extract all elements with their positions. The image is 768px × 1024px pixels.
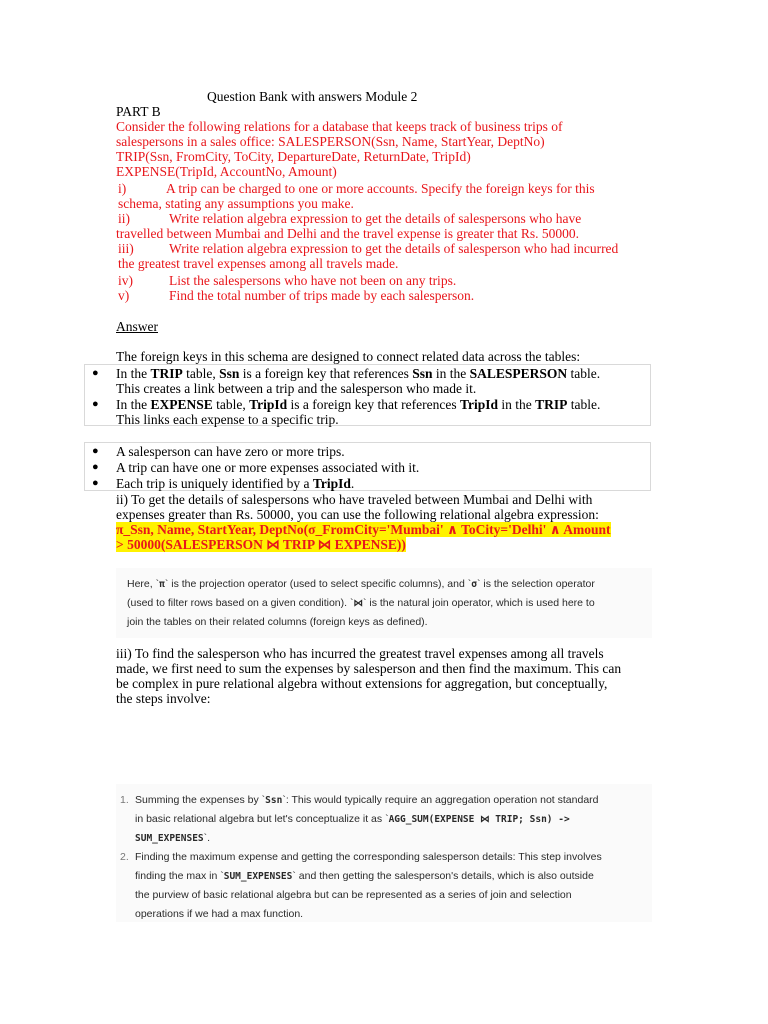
answer-iii-line: iii) To find the salesperson who has incurred the greatest travel expenses among all travels: [116, 646, 604, 661]
fk-bullet-line: In the TRIP table, Ssn is a foreign key that references Ssn in the SALESPERSON table.: [116, 366, 601, 381]
bullet-icon: ●: [92, 445, 99, 457]
assumption-item: A trip can have one or more expenses associated with it.: [116, 460, 420, 475]
operator-explanation-line: (used to filter rows based on a given condition). `⋈` is the natural join operator, which is used here to: [127, 597, 595, 609]
relational-algebra-expression: > 50000(SALESPERSON ⋈ TRIP ⋈ EXPENSE)): [116, 537, 406, 552]
fk-bullet-line: This links each expense to a specific trip.: [116, 412, 339, 427]
operator-explanation-line: join the tables on their related columns (foreign keys as defined).: [127, 616, 428, 628]
question-item-number: v): [118, 288, 130, 303]
question-item-text: travelled between Mumbai and Delhi and the travel expense is greater that Rs. 50000.: [116, 226, 579, 241]
aggregation-step-line: the purview of basic relational algebra but can be represented as a series of join and selection: [135, 889, 572, 901]
fk-bullet-line: This creates a link between a trip and the salesperson who made it.: [116, 381, 477, 396]
bullet-icon: ●: [92, 367, 99, 379]
question-intro-line-1: Consider the following relations for a database that keeps track of business trips of: [116, 119, 563, 134]
question-item-text: Find the total number of trips made by each salesperson.: [169, 288, 475, 303]
question-item-text: Write relation algebra expression to get the details of salesperson who had incurred: [169, 241, 619, 256]
question-intro-line-2: salespersons in a sales office: SALESPERSON(Ssn, Name, StartYear, DeptNo): [116, 134, 545, 149]
aggregation-step-line: finding the max in `SUM_EXPENSES` and then getting the salesperson's details, which is also outside: [135, 870, 594, 882]
relational-algebra-expression: π_Ssn, Name, StartYear, DeptNo(σ_FromCity='Mumbai' ∧ ToCity='Delhi' ∧ Amount: [116, 522, 611, 537]
question-item-text: Write relation algebra expression to get the details of salespersons who have: [169, 211, 582, 226]
aggregation-step-line: in basic relational algebra but let's conceptualize it as `AGG_SUM(EXPENSE ⋈ TRIP; Ssn) ->: [135, 813, 570, 825]
question-item-text: the greatest travel expenses among all travels made.: [118, 256, 399, 271]
assumption-item: Each trip is uniquely identified by a TripId.: [116, 476, 355, 491]
question-item-number: iv): [118, 273, 133, 288]
bullet-icon: ●: [92, 398, 99, 410]
step-number: 1.: [120, 794, 129, 806]
question-item-number: i): [118, 181, 127, 196]
question-item-text: schema, stating any assumptions you make.: [118, 196, 354, 211]
step-number: 2.: [120, 851, 129, 863]
answer-ii-line: expenses greater than Rs. 50000, you can use the following relational algebra expression:: [116, 507, 599, 522]
question-item-number: iii): [118, 241, 134, 256]
fk-intro: The foreign keys in this schema are designed to connect related data across the tables:: [116, 349, 581, 364]
aggregation-step-line: operations if we had a max function.: [135, 908, 304, 920]
answer-iii-line: be complex in pure relational algebra without extensions for aggregation, but conceptually,: [116, 676, 608, 691]
operator-explanation-line: Here, `π` is the projection operator (used to select specific columns), and `σ` is the selection operator: [127, 578, 595, 590]
question-item-text: List the salespersons who have not been on any trips.: [169, 273, 457, 288]
question-item-text: A trip can be charged to one or more accounts. Specify the foreign keys for this: [166, 181, 595, 196]
answer-iii-line: the steps involve:: [116, 691, 211, 706]
answer-heading: Answer: [116, 319, 158, 334]
relation-trip: TRIP(Ssn, FromCity, ToCity, DepartureDate, ReturnDate, TripId): [116, 149, 471, 164]
document-title: Question Bank with answers Module 2: [207, 89, 418, 104]
fk-bullet-line: In the EXPENSE table, TripId is a foreign key that references TripId in the TRIP table.: [116, 397, 601, 412]
bullet-icon: ●: [92, 461, 99, 473]
assumption-item: A salesperson can have zero or more trips.: [116, 444, 345, 459]
aggregation-step-line: Summing the expenses by `Ssn`: This would typically require an aggregation operation not standard: [135, 794, 599, 806]
relation-expense: EXPENSE(TripId, AccountNo, Amount): [116, 164, 337, 179]
answer-iii-line: made, we first need to sum the expenses by salesperson and then find the maximum. This can: [116, 661, 622, 676]
aggregation-step-line: SUM_EXPENSES`.: [135, 832, 211, 844]
question-item-number: ii): [118, 211, 130, 226]
aggregation-step-line: Finding the maximum expense and getting the corresponding salesperson details: This step involves: [135, 851, 602, 863]
answer-ii-line: ii) To get the details of salespersons who have traveled between Mumbai and Delhi with: [116, 492, 593, 507]
bullet-icon: ●: [92, 477, 99, 489]
part-heading: PART B: [116, 104, 161, 119]
